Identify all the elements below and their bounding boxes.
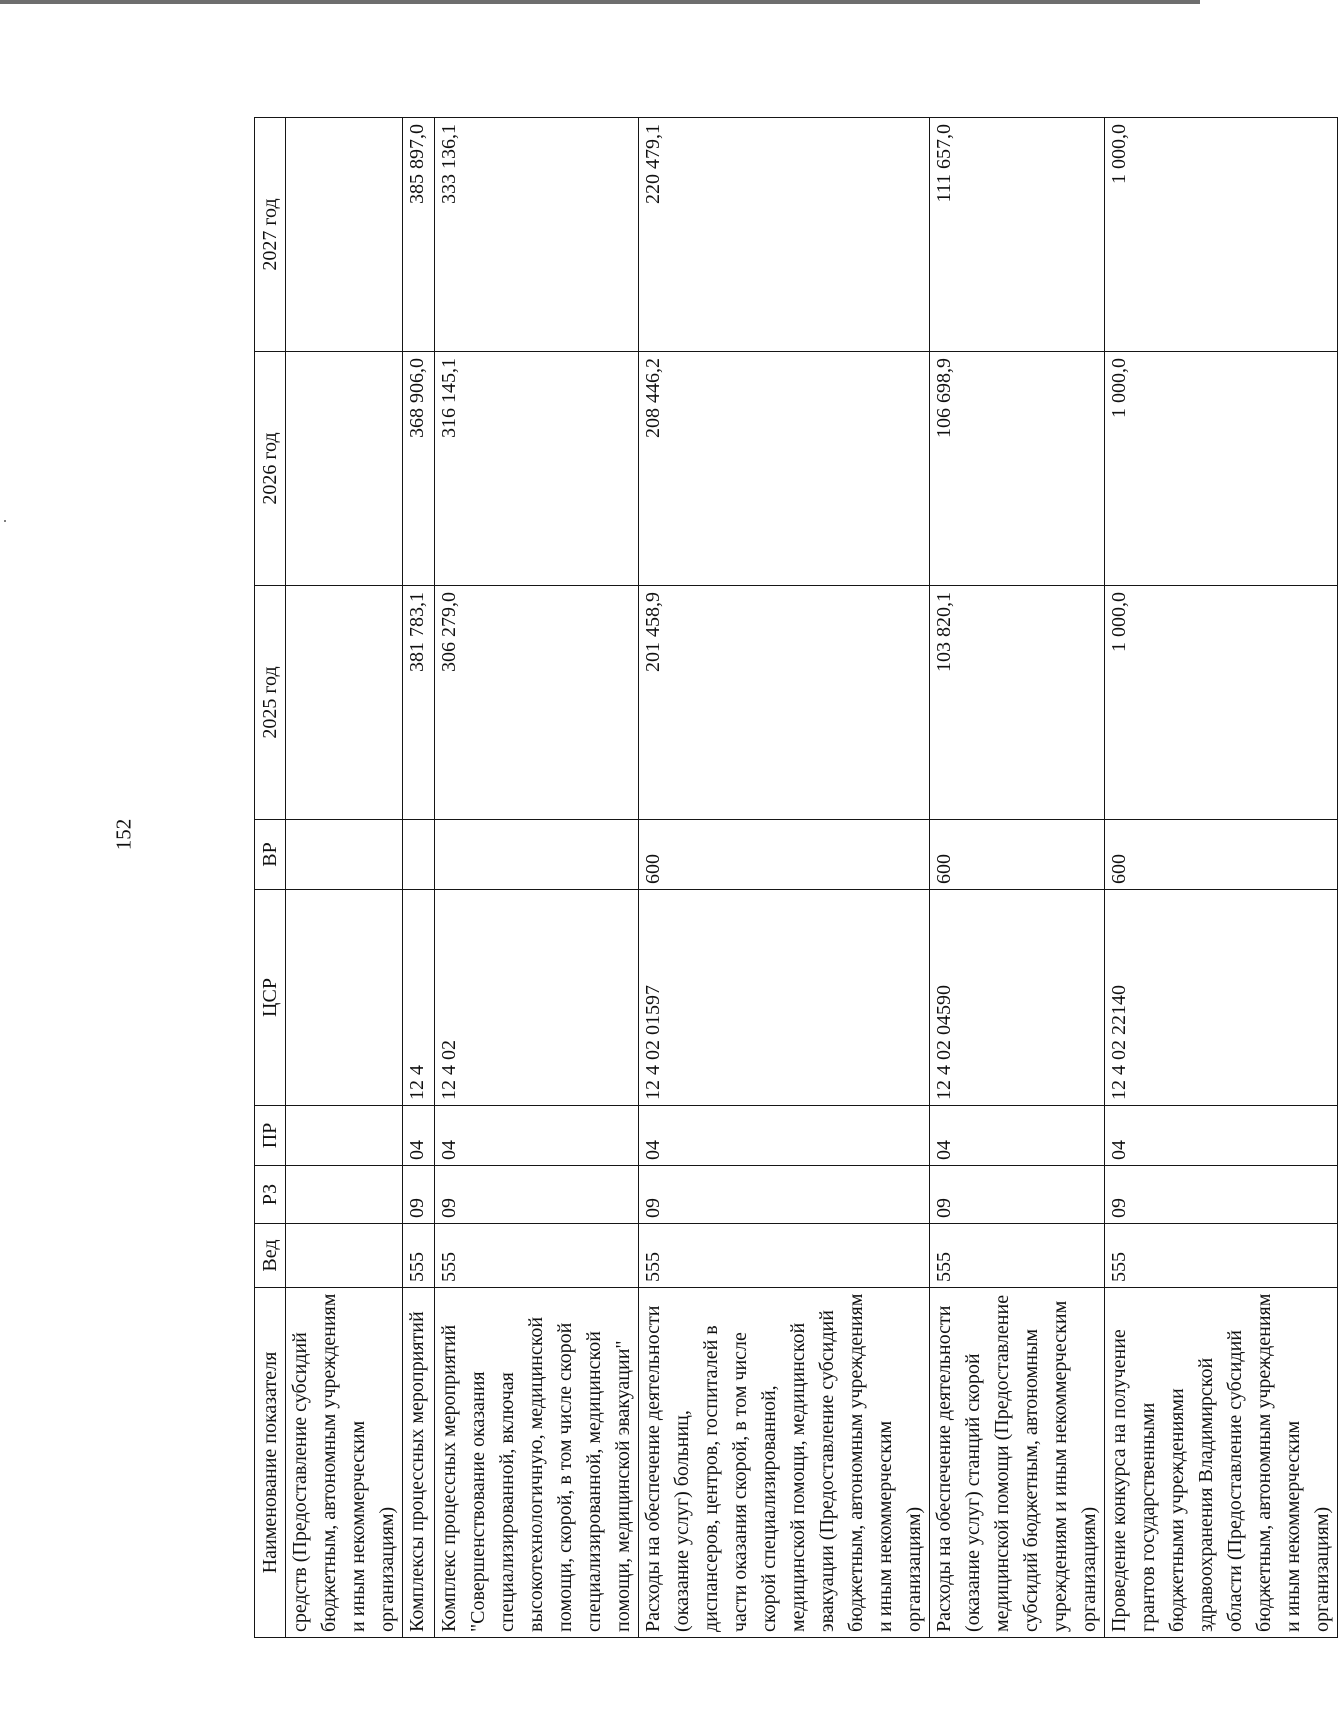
row-2027: 333 136,1 bbox=[435, 118, 639, 352]
header-row bbox=[255, 118, 286, 1638]
header-vr: ВР bbox=[255, 820, 286, 890]
row-2025: 1 000,0 bbox=[1105, 586, 1338, 820]
row-2025 bbox=[286, 586, 403, 820]
row-rz: 09 bbox=[435, 1166, 639, 1224]
row-vr: 600 bbox=[1105, 820, 1338, 890]
row-ved: 555 bbox=[435, 1224, 639, 1288]
header-ved: Вед bbox=[255, 1224, 286, 1288]
row-ved: 555 bbox=[930, 1224, 1105, 1288]
row-pr: 04 bbox=[930, 1106, 1105, 1166]
budget-table bbox=[254, 117, 1338, 1638]
row-vr bbox=[435, 820, 639, 890]
row-ved bbox=[286, 1224, 403, 1288]
table-row bbox=[1105, 118, 1338, 1638]
row-2027: 385 897,0 bbox=[403, 118, 435, 352]
row-2026 bbox=[286, 352, 403, 586]
header-2027: 2027 год bbox=[255, 118, 286, 352]
row-pr bbox=[286, 1106, 403, 1166]
row-2026: 368 906,0 bbox=[403, 352, 435, 586]
table-row bbox=[435, 118, 639, 1638]
row-2025: 103 820,1 bbox=[930, 586, 1105, 820]
row-name: Комплексы процессных мероприятий bbox=[403, 1288, 435, 1638]
row-2026: 106 698,9 bbox=[930, 352, 1105, 586]
row-name: Проведение конкурса на получение грантов государственными бюджетными учреждениями здравоохранения Владимирской области (Предоставление субсидий бюджетным, автономным учреждениям и иным некоммерческим организациям) bbox=[1105, 1288, 1338, 1638]
row-rz: 09 bbox=[1105, 1166, 1338, 1224]
table-row bbox=[930, 118, 1105, 1638]
row-vr: 600 bbox=[930, 820, 1105, 890]
row-csr: 12 4 bbox=[403, 890, 435, 1106]
row-2025: 381 783,1 bbox=[403, 586, 435, 820]
scan-speck bbox=[4, 520, 6, 522]
row-2026: 316 145,1 bbox=[435, 352, 639, 586]
row-csr: 12 4 02 22140 bbox=[1105, 890, 1338, 1106]
row-rz: 09 bbox=[639, 1166, 930, 1224]
table-row bbox=[403, 118, 435, 1638]
page-number: 152 bbox=[111, 818, 136, 851]
header-name: Наименование показателя bbox=[255, 1288, 286, 1638]
scan-top-edge bbox=[0, 0, 1200, 4]
row-name: Расходы на обеспечение деятельности (оказание услуг) станций скорой медицинской помощи (Предоставление субсидий бюджетным, автономным учреждениям и иным некоммерческим организациям) bbox=[930, 1288, 1105, 1638]
row-pr: 04 bbox=[435, 1106, 639, 1166]
row-2026: 208 446,2 bbox=[639, 352, 930, 586]
row-csr: 12 4 02 04590 bbox=[930, 890, 1105, 1106]
header-2025: 2025 год bbox=[255, 586, 286, 820]
row-rz: 09 bbox=[930, 1166, 1105, 1224]
row-2025: 306 279,0 bbox=[435, 586, 639, 820]
row-rz bbox=[286, 1166, 403, 1224]
header-rz: РЗ bbox=[255, 1166, 286, 1224]
row-name: Расходы на обеспечение деятельности (оказание услуг) больниц, диспансеров, центров, госпиталей в части оказания скорой, в том числе скорой специализированной, медицинской помощи, медицинской эвакуации (Предоставление субсидий бюджетным, автономным учреждениям и иным некоммерческим организациям) bbox=[639, 1288, 930, 1638]
row-csr: 12 4 02 bbox=[435, 890, 639, 1106]
row-2027 bbox=[286, 118, 403, 352]
row-2026: 1 000,0 bbox=[1105, 352, 1338, 586]
row-csr bbox=[286, 890, 403, 1106]
rotated-table-sheet bbox=[254, 118, 1333, 1638]
row-csr: 12 4 02 01597 bbox=[639, 890, 930, 1106]
row-pr: 04 bbox=[403, 1106, 435, 1166]
row-ved: 555 bbox=[403, 1224, 435, 1288]
table-row bbox=[639, 118, 930, 1638]
row-2027: 111 657,0 bbox=[930, 118, 1105, 352]
row-ved: 555 bbox=[639, 1224, 930, 1288]
row-vr bbox=[403, 820, 435, 890]
header-csr: ЦСР bbox=[255, 890, 286, 1106]
row-name: Комплекс процессных мероприятий "Совершенствование оказания специализированной, включая высокотехнологичную, медицинской помощи, скорой, в том числе скорой специализированной, медицинской помощи, медицинской эвакуации" bbox=[435, 1288, 639, 1638]
row-vr: 600 bbox=[639, 820, 930, 890]
header-2026: 2026 год bbox=[255, 352, 286, 586]
row-vr bbox=[286, 820, 403, 890]
row-2027: 220 479,1 bbox=[639, 118, 930, 352]
row-pr: 04 bbox=[1105, 1106, 1338, 1166]
row-rz: 09 bbox=[403, 1166, 435, 1224]
table-row bbox=[286, 118, 403, 1638]
row-ved: 555 bbox=[1105, 1224, 1338, 1288]
row-pr: 04 bbox=[639, 1106, 930, 1166]
header-pr: ПР bbox=[255, 1106, 286, 1166]
row-name: средств (Предоставление субсидий бюджетным, автономным учреждениям и иным некоммерческим организациям) bbox=[286, 1288, 403, 1638]
row-2027: 1 000,0 bbox=[1105, 118, 1338, 352]
row-2025: 201 458,9 bbox=[639, 586, 930, 820]
